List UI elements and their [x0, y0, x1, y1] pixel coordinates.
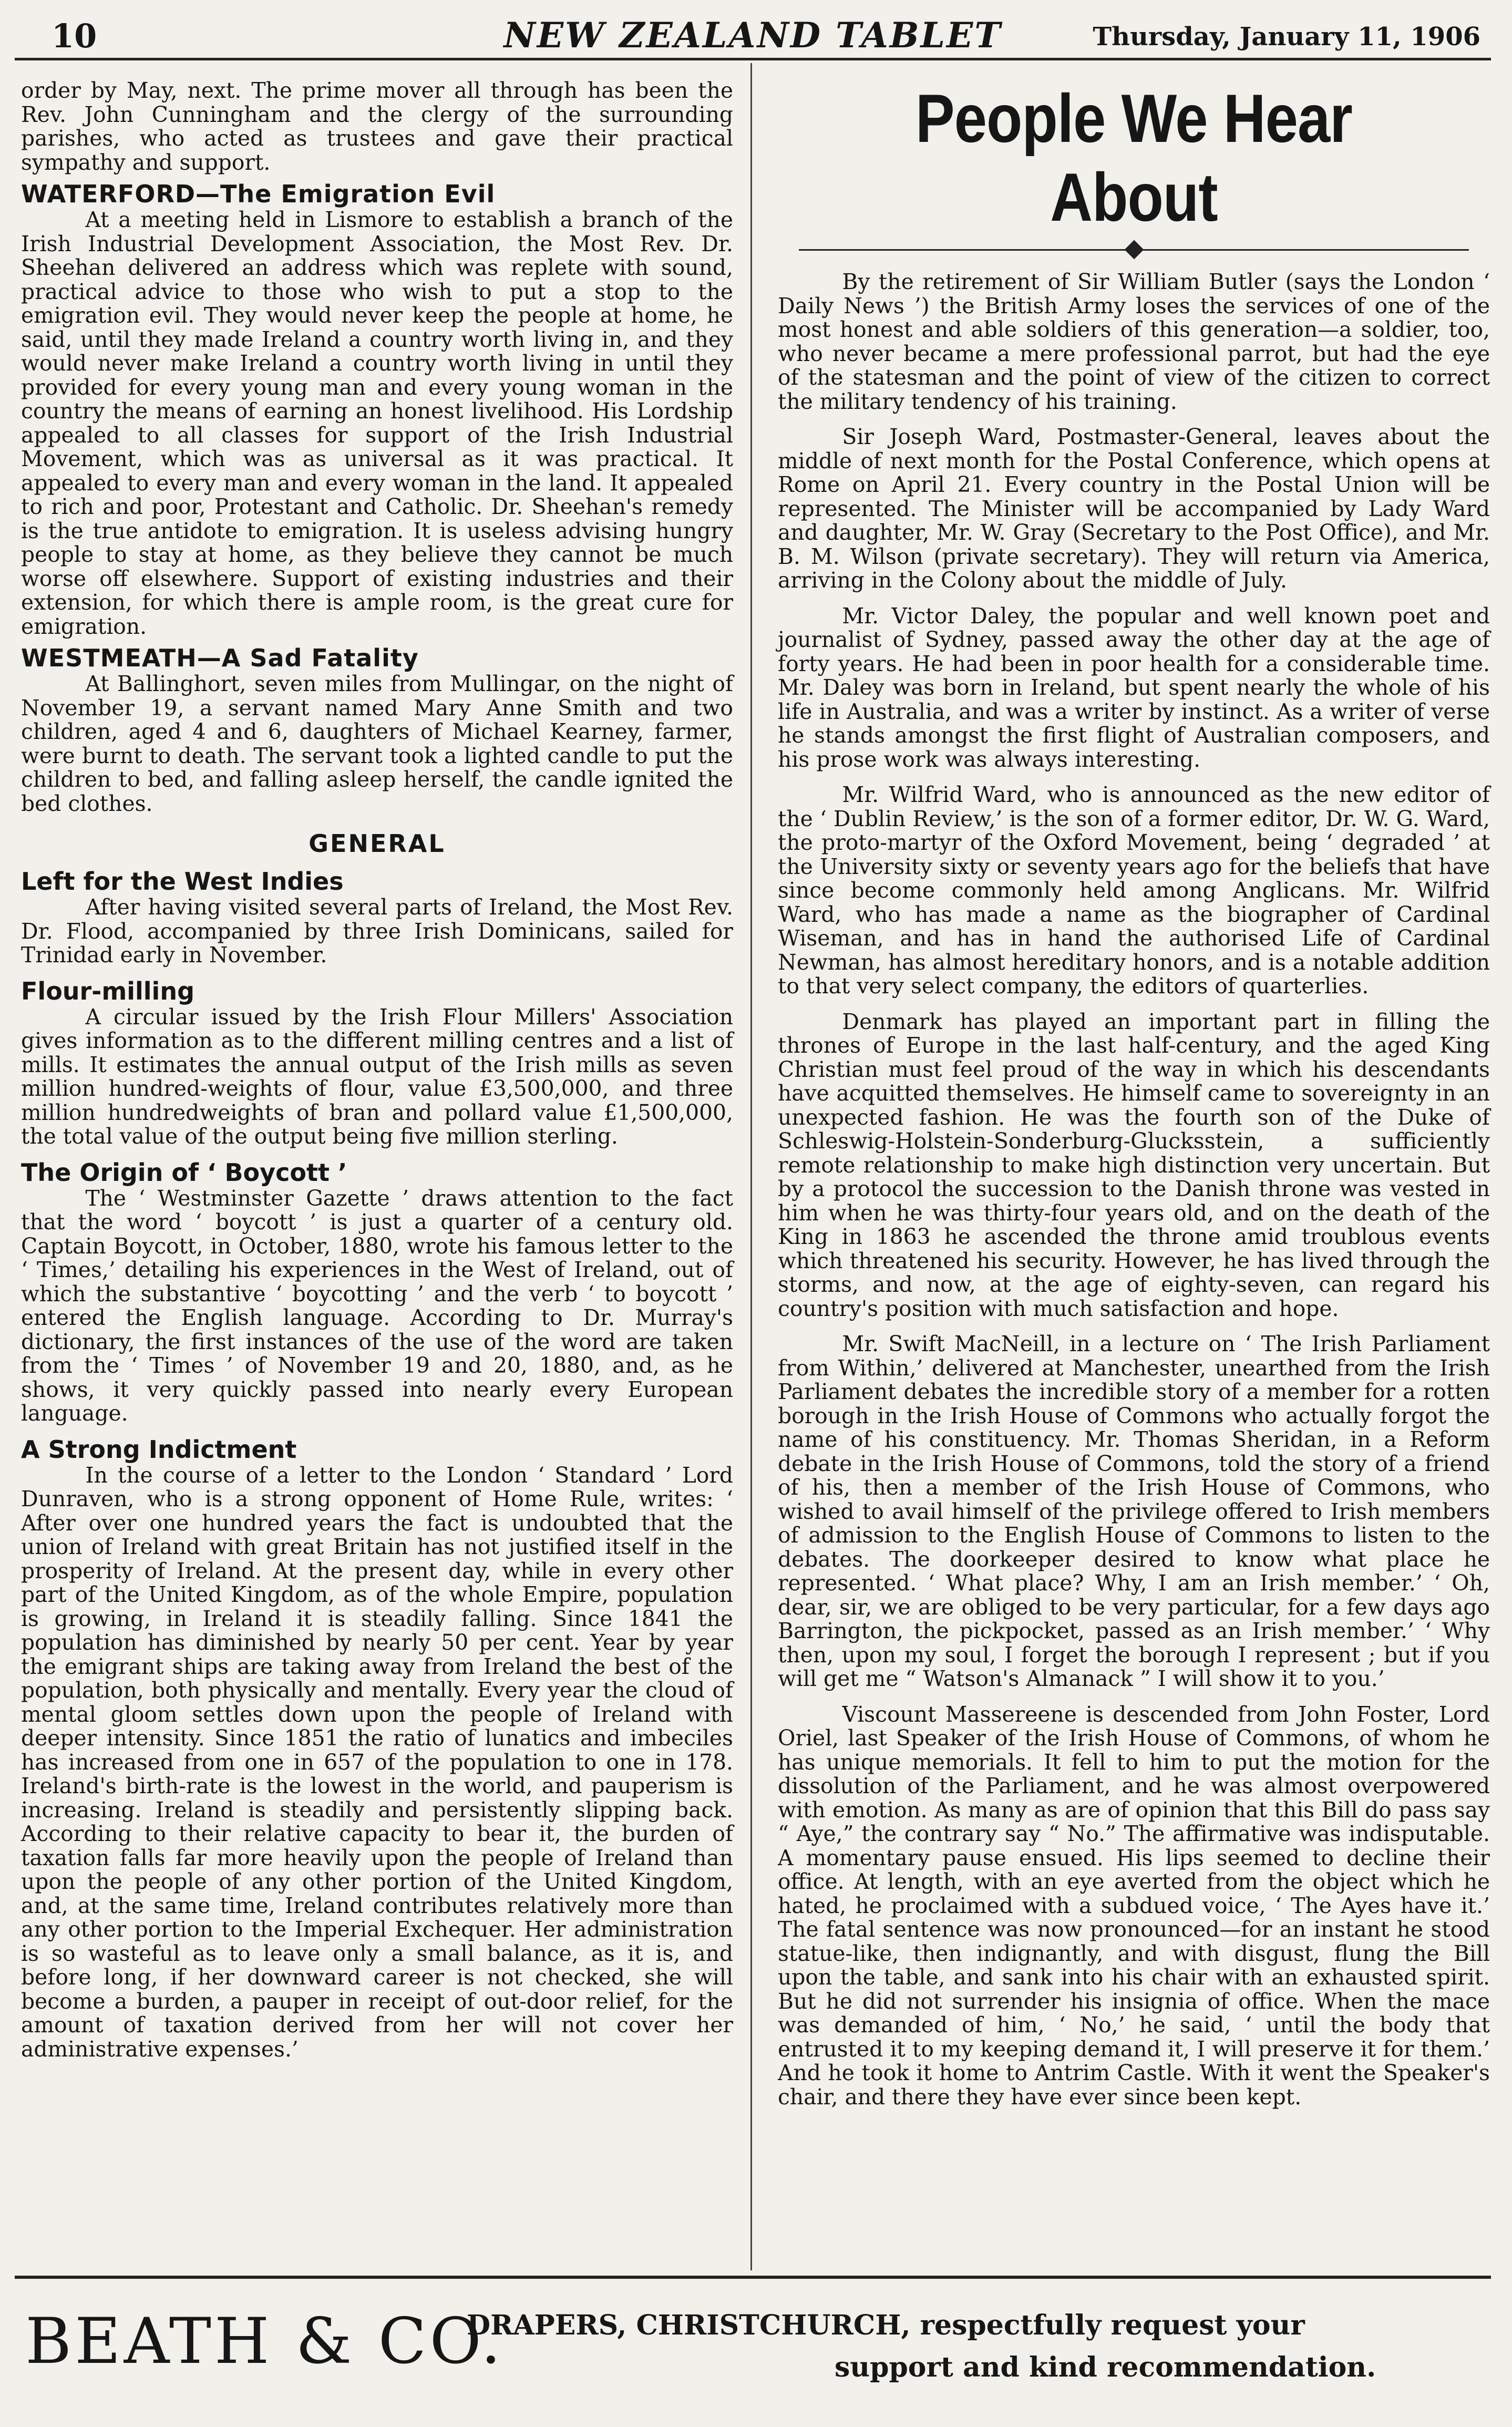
- advertisement-line-1: DRAPERS, CHRISTCHURCH, respectfully request your: [467, 2309, 1305, 2341]
- advertisement-banner: [15, 2276, 1491, 2421]
- indictment-paragraph: In the course of a letter to the London ‘ Standard ’ Lord Dunraven, who is a strong opponent of Home Rule, writes: ‘ After over one hundred years the fact is undoubted that the union of Ireland with great Britain has not justified itself in the prosperity of Ireland. At the present day, while in every other part of the United Kingdom, as of the whole Empire, population is growing, in Ireland it is steadily falling. Since 1841 the population has diminished by nearly 50 per cent. Year by year the emigrant ships are taking away from Ireland the best of the population, both physically and mentally. Every year the cloud of mental gloom settles down upon the people of Ireland with deeper intensity. Since 1851 the ratio of lunatics and imbeciles has increased from one in 657 of the population to one in 178. Ireland's birth-rate is the lowest in the world, and pauperism is increasing. Ireland is steadily and persistently slipping back. According to their relative capacity to bear it, the burden of taxation falls far more heavily upon the people of Ireland than upon the people of any other portion of the United Kingdom, and, at the same time, Ireland contributes relatively more than any other portion to the Imperial Exchequer. Her administration is so wasteful as to leave only a small balance, as it is, and before long, if her downward career is not checked, she will become a burden, a pauper in receipt of out-door relief, for the amount of taxation derived from her will not cover her administrative expenses.’: [21, 1462, 733, 2062]
- waterford-paragraph: At a meeting held in Lismore to establish a branch of the Irish Industrial Development Association, the Most Rev. Dr. Sheehan delivered an address which was replete with sound, practical advice to those who wish to put a stop to the emigration evil. They would never keep the people at home, he said, until they made Ireland a country worth living in, and they would never make Ireland a country worth living in until they provided for every young man and every young woman in the country the means of earning an honest livelihood. His Lordship appealed to all classes for support of the Irish Industrial Movement, which was as universal as it was practical. It appealed to every man and every woman in the land. It appealed to rich and poor, Protestant and Catholic. Dr. Sheehan's remedy is the true antidote to emigration. It is useless advising hungry people to stay at home, as they believe they cannot be much worse off elsewhere. Support of existing industries and their extension, for which there is ample room, is the great cure for emigration.: [21, 207, 733, 639]
- masthead-title: NEW ZEALAND TABLET: [503, 15, 1002, 56]
- boycott-heading: The Origin of ‘ Boycott ’: [21, 1158, 347, 1187]
- general-heading: GENERAL: [308, 829, 446, 858]
- flour-milling-heading: Flour-milling: [21, 976, 194, 1005]
- butler-paragraph: By the retirement of Sir William Butler (says the London ‘ Daily News ’) the British Army loses the services of one of the most honest and able soldiers of this generation—a soldier, too, who never became a mere professional parrot, but had the eye of the statesman and the point of view of the citizen to correct the military tendency of his training.: [778, 269, 1490, 414]
- west-indies-paragraph: After having visited several parts of Ireland, the Most Rev. Dr. Flood, accompanied by three Irish Dominicans, sailed for Trinidad early in November.: [21, 894, 733, 968]
- right-column: [778, 79, 1490, 2109]
- advertiser-name: BEATH & CO.: [25, 2305, 504, 2378]
- issue-date: Thursday, January 11, 1906: [1093, 22, 1480, 52]
- macneill-paragraph: Mr. Swift MacNeill, in a lecture on ‘ The Irish Parliament from Within,’ delivered at Manchester, unearthed from the Irish Parliament debates the incredible story of a member for a rotten borough in the Irish House of Commons who actually forgot the name of his constituency. Mr. Thomas Sheridan, in a Reform debate in the Irish House of Commons, told the story of a friend of his, then a member of the Irish House of Commons, who wished to avail himself of the privilege offered to Irish members of admission to the English House of Commons to listen to the debates. The doorkeeper desired to know what place he represented. ‘ What place? Why, I am an Irish member.’ ‘ Oh, dear, sir, we are obliged to be very particular, for a few days ago Barrington, the pickpocket, passed as an Irish member.’ ‘ Why then, upon my soul, I forget the borough I represent ; but if you will get me “ Watson's Almanack ” I will show it to you.’: [778, 1331, 1490, 1691]
- ward-paragraph: Sir Joseph Ward, Postmaster-General, leaves about the middle of next month for the Postal Conference, which opens at Rome on April 21. Every country in the Postal Union will be represented. The Minister will be accompanied by Lady Ward and daughter, Mr. W. Gray (Secretary to the Post Office), and Mr. B. M. Wilson (private secretary). They will return via America, arriving in the Colony about the middle of July.: [778, 424, 1490, 593]
- denmark-paragraph: Denmark has played an important part in filling the thrones of Europe in the last half-century, and the aged King Christian must feel proud of the way in which his descendants have acquitted themselves. He himself came to sovereignty in an unexpected fashion. He was the fourth son of the Duke of Schleswig-Holstein-Sonderburg-Glucksstein, a sufficiently remote relationship to make high distinction very uncertain. But by a protocol the succession to the Danish throne was vested in him when he was thirty-four years old, and on the death of the King in 1863 he ascended the throne amid troublous events which threatened his security. However, he has lived through the storms, and now, at the age of eighty-seven, can regard his country's position with much satisfaction and hope.: [778, 1009, 1490, 1321]
- page-number: 10: [52, 17, 97, 55]
- column-rule: [750, 63, 752, 2270]
- left-column: [21, 79, 733, 2061]
- diamond-icon: [1124, 240, 1144, 260]
- daley-paragraph: Mr. Victor Daley, the popular and well known poet and journalist of Sydney, passed away the other day at the age of forty years. He had been in poor health for a considerable time. Mr. Daley was born in Ireland, but spent nearly the whole of his life in Australia, and was a writer by instinct. As a writer of verse he stands amongst the first flight of Australian composers, and his prose work was always interesting.: [778, 603, 1490, 772]
- flour-milling-paragraph: A circular issued by the Irish Flour Millers' Association gives information as to the different milling centres and a list of mills. It estimates the annual output of the Irish mills as seven million hundred-weights of flour, value £3,500,000, and three million hundredweights of bran and pollard value £1,500,000, the total value of the output being five million sterling.: [21, 1004, 733, 1149]
- waterford-heading: WATERFORD—The Emigration Evil: [21, 180, 496, 208]
- indictment-heading: A Strong Indictment: [21, 1435, 297, 1464]
- title-ornament: [799, 240, 1469, 261]
- wilfrid-ward-paragraph: Mr. Wilfrid Ward, who is announced as the new editor of the ‘ Dublin Review,’ is the son of a former editor, Dr. W. G. Ward, the proto-martyr of the Oxford Movement, being ‘ degraded ’ at the University sixty or seventy years ago for the beliefs that have since become commonly held among Anglicans. Mr. Wilfrid Ward, who has made a name as the biographer of Cardinal Wiseman, and has in hand the authorised Life of Cardinal Newman, has almost hereditary honors, and is a notable addition to that very select company, the editors of quarterlies.: [778, 782, 1490, 999]
- massereene-paragraph: Viscount Massereene is descended from John Foster, Lord Oriel, last Speaker of the Irish House of Commons, of whom he has unique memorials. It fell to him to put the motion for the dissolution of the Parliament, and he was almost overpowered with emotion. As many as are of opinion that this Bill do pass say “ Aye,” the contrary say “ No.” The affirmative was indisputable. A momentary pause ensued. His lips seemed to decline their office. At length, with an eye averted from the object which he hated, he proclaimed with a subdued voice, ‘ The Ayes have it.’ The fatal sentence was now pronounced—for an instant he stood statue-like, then indignantly, and with disgust, flung the Bill upon the table, and sank into his chair with an exhausted spirit. But he did not surrender his insignia of office. When the mace was demanded of him, ‘ No,’ he said, ‘ until the body that entrusted it to my keeping demand it, I will preserve it for them.’ And he took it home to Antrim Castle. With it went the Speaker's chair, and there they have ever since been kept.: [778, 1701, 1490, 2110]
- advertisement-line-2: support and kind recommendation.: [835, 2351, 1376, 2383]
- section-title: People We Hear About: [916, 80, 1352, 235]
- west-indies-heading: Left for the West Indies: [21, 867, 344, 896]
- boycott-paragraph: The ‘ Westminster Gazette ’ draws attention to the fact that the word ‘ boycott ’ is just a quarter of a century old. Captain Boycott, in October, 1880, wrote his famous letter to the ‘ Times,’ detailing his experiences in the West of Ireland, out of which the substantive ‘ boycotting ’ and the verb ‘ to boycott ’ entered the English language. According to Dr. Murray's dictionary, the first instances of the use of the word are taken from the ‘ Times ’ of November 19 and 20, 1880, and, as he shows, it very quickly passed into nearly every European language.: [21, 1185, 733, 1426]
- westmeath-paragraph: At Ballinghort, seven miles from Mullingar, on the night of November 19, a servant named Mary Anne Smith and two children, aged 4 and 6, daughters of Michael Kearney, farmer, were burnt to death. The servant took a lighted candle to put the children to bed, and falling asleep herself, the candle ignited the bed clothes.: [21, 671, 733, 816]
- masthead: [15, 9, 1491, 60]
- intro-paragraph: order by May, next. The prime mover all through has been the Rev. John Cunningham and the clergy of the surrounding parishes, who acted as trustees and gave their practical sympathy and support.: [21, 78, 733, 175]
- westmeath-heading: WESTMEATH—A Sad Fatality: [21, 644, 419, 672]
